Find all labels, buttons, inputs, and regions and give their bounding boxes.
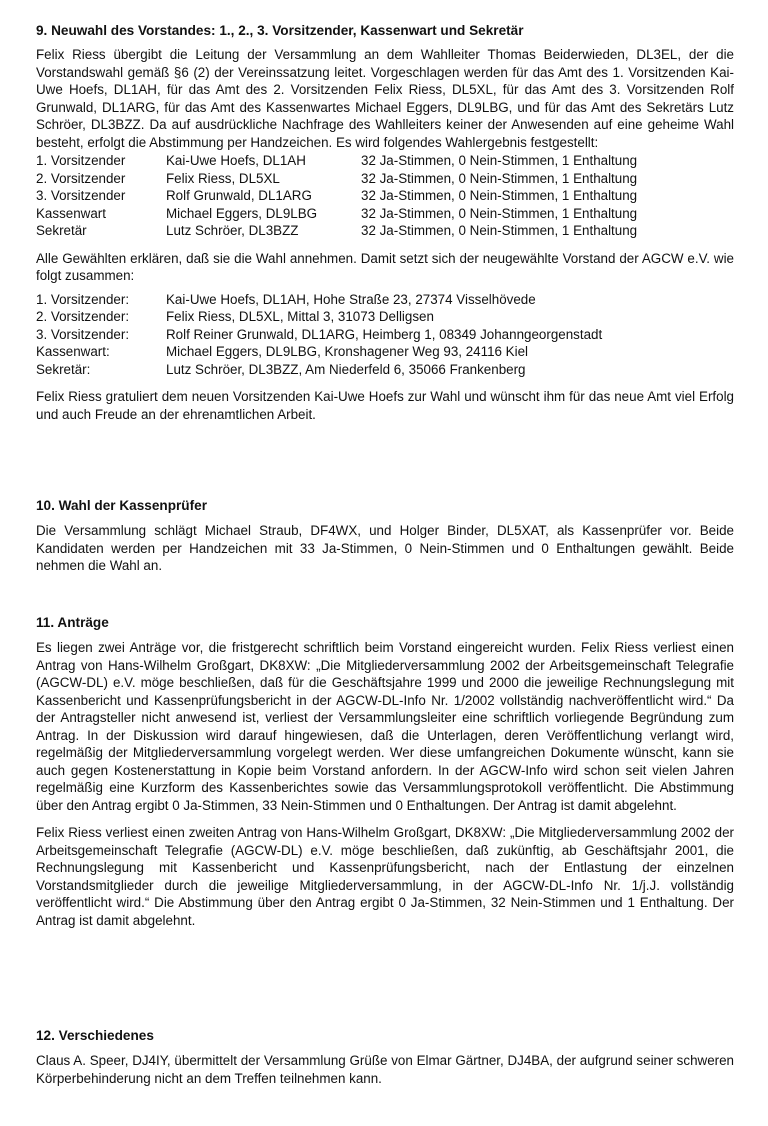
board-address-table <box>36 291 734 379</box>
board-office: 2. Vorsitzender: <box>36 309 130 324</box>
result-votes: 32 Ja-Stimmen, 0 Nein-Stimmen, 1 Enthaltung <box>361 153 638 168</box>
result-votes: 32 Ja-Stimmen, 0 Nein-Stimmen, 1 Enthaltung <box>361 223 638 238</box>
result-name: Kai-Uwe Hoefs, DL1AH <box>166 153 306 168</box>
section-11-first-motion: Es liegen zwei Anträge vor, die fristgerecht schriftlich beim Vorstand eingereicht wurden. Felix Riess verliest einen Antrag von Hans-Wilhelm Großgart, DK8XW: „Die Mitgliederversammlung 2002 der Arbeitsgemeinschaft Telegrafie (AGCW-DL) e.V. möge beschließen, daß für die Geschäftsjahre 1999 und 2000 die jeweilige Rechnungslegung mit Kassenbericht und Kassenprüfungsbericht in der AGCW-DL-Info Nr. 1/2002 vollständig nachveröffentlicht wird.“ Da der Antragsteller nicht anwesend ist, verliest der Versammlungsleiter eine schriftlich vorliegende Begründung zum Antrag. In der Diskussion wird darauf hingewiesen, daß die Unterlagen, deren Veröffentlichung verlangt wird, regelmäßig der Mitgliederversammlung vorgelegt werden. Wer diese umfangreichen Dokumente wünscht, kann sie auch gegen Kostenerstattung in Kopie beim Vorstand anfordern. In der AGCW-Info wird schon seit vielen Jahren regelmäßig eine Kurzform des Kassenberichtes sowie das Versammlungsprotokoll veröffentlicht. Die Abstimmung über den Antrag ergibt 0 Ja-Stimmen, 33 Nein-Stimmen und 0 Enthaltungen. Der Antrag ist damit abgelehnt. <box>36 640 734 813</box>
section-9-acceptance: Alle Gewählten erklären, daß sie die Wahl annehmen. Damit setzt sich der neugewählte Vorstand der AGCW e.V. wie folgt zusammen: <box>36 250 734 283</box>
section-9-heading: 9. Neuwahl des Vorstandes: 1., 2., 3. Vorsitzender, Kassenwart und Sekretär <box>36 23 524 38</box>
board-office: Sekretär: <box>36 361 91 377</box>
board-details: Michael Eggers, DL9LBG, Kronshagener Weg 93, 24116 Kiel <box>166 344 529 359</box>
board-details: Lutz Schröer, DL3BZZ, Am Niederfeld 6, 35066 Frankenberg <box>166 361 526 377</box>
section-11-second-motion: Felix Riess verliest einen zweiten Antrag von Hans-Wilhelm Großgart, DK8XW: „Die Mitgliederversammlung 2002 der Arbeitsgemeinschaft Telegrafie (AGCW-DL) e.V. möge beschließen, daß zukünftig, ab Geschäftsjahr 2001, die Rechnungslegung mit Kassenbericht und Kassenprüfungsbericht, nach der Entlastung der einzelnen Vorstandsmitglieder durch die jeweilige Mitgliederversammlung, in der AGCW-DL-Info Nr. 1/j.J. vollständig veröffentlicht wird.“ Die Abstimmung über den Antrag ergibt 0 Ja-Stimmen, 32 Nein-Stimmen und 1 Enthaltung. Der Antrag ist damit abgelehnt. <box>36 825 734 928</box>
section-12 <box>36 1027 734 1087</box>
result-office: 2. Vorsitzender <box>36 170 126 186</box>
result-votes: 32 Ja-Stimmen, 0 Nein-Stimmen, 1 Enthaltung <box>361 170 638 186</box>
section-9-congratulations: Felix Riess gratuliert dem neuen Vorsitzenden Kai-Uwe Hoefs zur Wahl und wünscht ihm für das neue Amt viel Erfolg und auch Freude an der ehrenamtlichen Arbeit. <box>36 389 734 422</box>
section-10-heading: 10. Wahl der Kassenprüfer <box>36 498 207 513</box>
result-name: Michael Eggers, DL9LBG <box>166 205 318 221</box>
result-name: Rolf Grunwald, DL1ARG <box>166 188 312 203</box>
board-details: Felix Riess, DL5XL, Mittal 3, 31073 Delligsen <box>166 309 434 324</box>
section-10-text: Die Versammlung schlägt Michael Straub, DF4WX, und Holger Binder, DL5XAT, als Kassenprüfer vor. Beide Kandidaten werden per Handzeichen mit 33 Ja-Stimmen, 0 Nein-Stimmen und 0 Enthaltungen gewählt. Beide nehmen die Wahl an. <box>36 523 734 573</box>
result-votes: 32 Ja-Stimmen, 0 Nein-Stimmen, 1 Enthaltung <box>361 188 638 203</box>
board-office: 3. Vorsitzender: <box>36 326 130 342</box>
board-office: Kassenwart: <box>36 344 110 359</box>
board-office: 1. Vorsitzender: <box>36 291 130 307</box>
section-12-heading: 12. Verschiedenes <box>36 1028 154 1043</box>
result-name: Lutz Schröer, DL3BZZ <box>166 223 299 238</box>
board-details: Kai-Uwe Hoefs, DL1AH, Hohe Straße 23, 27374 Visselhövede <box>166 291 536 307</box>
election-results-table <box>36 152 734 240</box>
section-10 <box>36 497 734 575</box>
board-details: Rolf Reiner Grunwald, DL1ARG, Heimberg 1, 08349 Johanngeorgenstadt <box>166 326 603 342</box>
section-9 <box>36 22 734 423</box>
section-11-heading: 11. Anträge <box>36 615 109 630</box>
result-office: 3. Vorsitzender <box>36 188 126 203</box>
result-name: Felix Riess, DL5XL <box>166 170 280 186</box>
section-9-intro: Felix Riess übergibt die Leitung der Versammlung an dem Wahlleiter Thomas Beiderwieden, DL3EL, der die Vorstandswahl gemäß §6 (2) der Vereinssatzung leitet. Vorgeschlagen werden für das Amt des 1. Vorsitzenden Kai-Uwe Hoefs, DL1AH, für das Amt des 2. Vorsitzenden Felix Riess, DL5XL, für das Amt des 3. Vorsitzenden Rolf Grunwald, DL1ARG, für das Amt des Kassenwartes Michael Eggers, DL9LBG, und für das Amt des Sekretärs Lutz Schröer, DL3BZZ. Da auf ausdrückliche Nachfrage des Wahlleiters keiner der Anwesenden auf eine geheime Wahl besteht, erfolgt die Abstimmung per Handzeichen. Es wird folgendes Wahlergebnis festgestellt: <box>36 47 734 150</box>
result-office: 1. Vorsitzender <box>36 153 126 168</box>
result-office: Sekretär <box>36 223 87 238</box>
result-votes: 32 Ja-Stimmen, 0 Nein-Stimmen, 1 Enthaltung <box>361 205 638 221</box>
section-12-text: Claus A. Speer, DJ4IY, übermittelt der Versammlung Grüße von Elmar Gärtner, DJ4BA, der aufgrund seiner schweren Körperbehinderung nicht an dem Treffen teilnehmen kann. <box>36 1053 734 1086</box>
section-11 <box>36 614 734 929</box>
result-office: Kassenwart <box>36 205 106 221</box>
